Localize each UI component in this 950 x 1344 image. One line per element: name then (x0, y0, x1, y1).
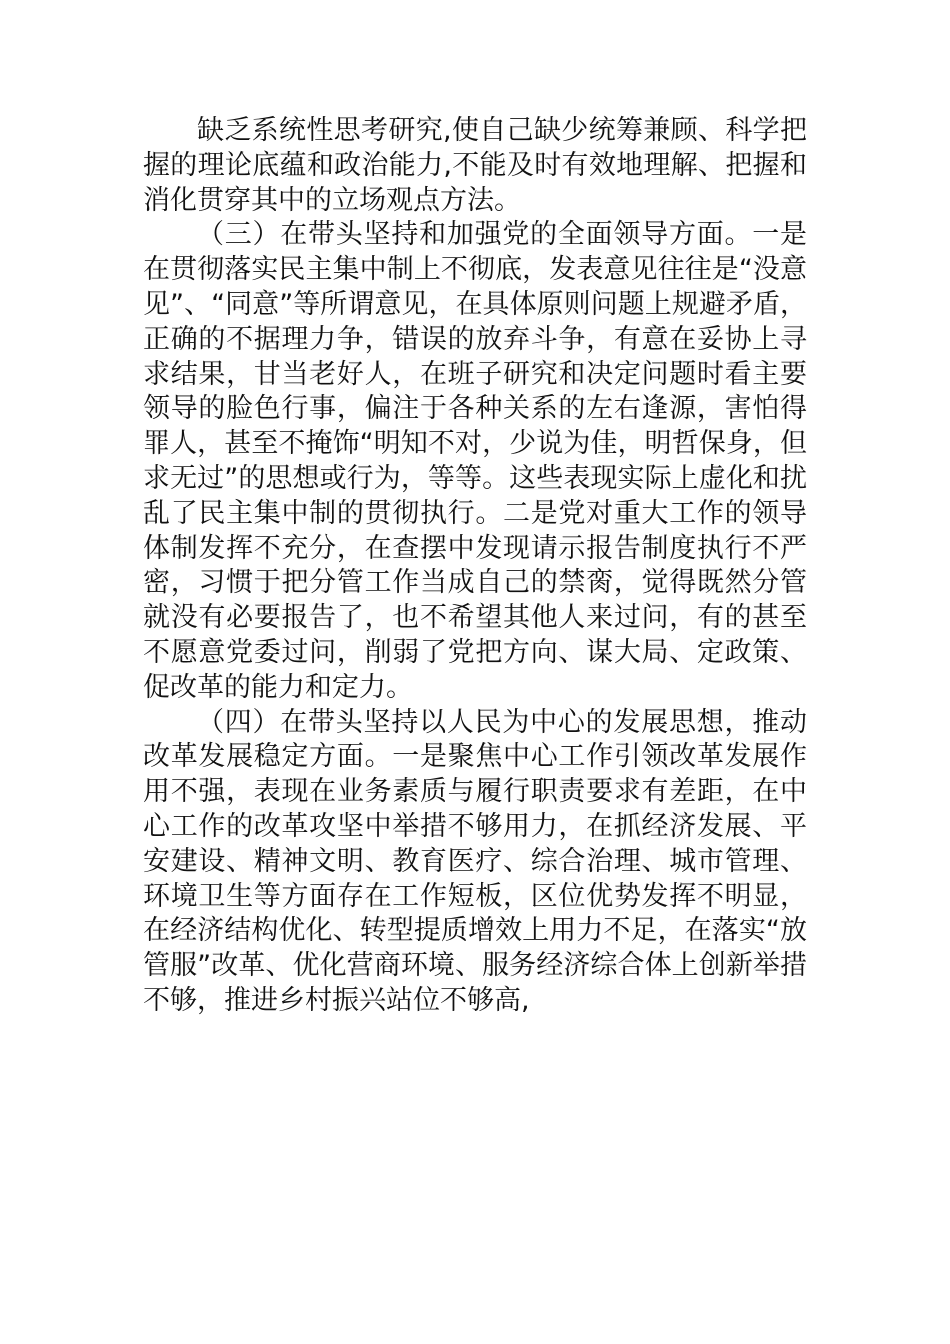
paragraph-section-four: （四）在带头坚持以人民为中心的发展思想，推动改革发展稳定方面。一是聚焦中心工作引领改革发展作用不强，表现在业务素质与履行职责要求有差距，在中心工作的改革攻坚中举措不够用力，在抓经济发展、平安建设、精神文明、教育医疗、综合治理、城市管理、环境卫生等方面存在工作短板，区位优势发挥不明显，在经济结构优化、转型提质增效上用力不足，在落实“放管服”改革、优化营商环境、服务经济综合体上创新举措不够，推进乡村振兴站位不够高, (143, 706, 807, 1016)
paragraph-continuation: 缺乏系统性思考研究,使自己缺少统筹兼顾、科学把握的理论底蕴和政治能力,不能及时有效地理解、把握和消化贯穿其中的立场观点方法。 (143, 115, 807, 216)
paragraph-section-three: （三）在带头坚持和加强党的全面领导方面。一是在贯彻落实民主集中制上不彻底，发表意见往往是“没意见”、“同意”等所谓意见，在具体原则问题上规避矛盾，正确的不据理力争，错误的放弃斗争，有意在妥协上寻求结果，甘当老好人，在班子研究和决定问题时看主要领导的脸色行事，偏注于各种关系的左右逢源，害怕得罪人，甚至不掩饰“明知不对，少说为佳，明哲保身，但求无过”的思想或行为，等等。这些表现实际上虚化和扰乱了民主集中制的贯彻执行。二是党对重大工作的领导体制发挥不充分，在查摆中发现请示报告制度执行不严密，习惯于把分管工作当成自己的禁脔，觉得既然分管就没有必要报告了，也不希望其他人来过问，有的甚至不愿意党委过问，削弱了党把方向、谋大局、定政策、促改革的能力和定力。 (143, 219, 807, 703)
document-body (143, 114, 807, 1019)
